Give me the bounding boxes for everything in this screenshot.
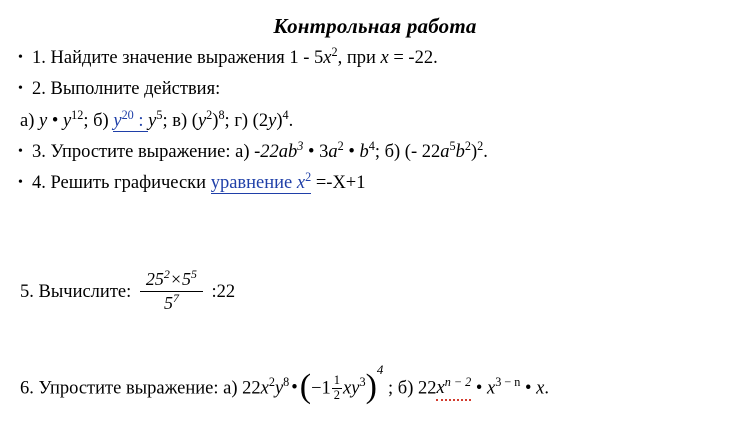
task-2b-end: ;	[162, 110, 173, 131]
task-3-b2-exponent: 2	[464, 138, 471, 153]
task-3-dot-1: • 3	[303, 141, 329, 162]
task-2b-colon: :	[133, 110, 149, 131]
task-2c-exponent-outer: 8	[218, 107, 225, 122]
task-1-text-b: , при	[337, 48, 381, 68]
task-2-subitems	[18, 108, 732, 134]
task-6-x3-exponent: 3 − n	[495, 375, 521, 390]
task-3-close: )	[470, 141, 478, 162]
task-2c-y: y	[197, 110, 207, 131]
task-3-b2: b	[455, 141, 465, 162]
task-2b-y: y	[113, 110, 122, 131]
task-6-x1-exponent: 2	[268, 375, 275, 390]
task-4-text-b: =-X+1	[311, 173, 366, 194]
task-5-numerator	[140, 269, 203, 292]
task-2-text: 2. Выполните действия:	[32, 79, 221, 100]
task-1	[18, 45, 732, 71]
task-2c-end: ;	[224, 110, 235, 131]
task-3-expr-a: -22ab	[254, 141, 298, 162]
task-2c-label: в) (	[172, 110, 198, 131]
task-6-period: .	[544, 378, 549, 399]
bullet-icon	[18, 79, 32, 99]
task-5-times-sign: ×	[169, 269, 182, 289]
task-3-text-a: 3. Упростите выражение: а)	[32, 141, 255, 162]
task-3-a2-exponent: 2	[337, 138, 344, 153]
task-1-exponent: 2	[331, 44, 338, 59]
task-3-end: .	[483, 141, 488, 162]
task-6-x1: x	[260, 378, 269, 399]
task-3-a5-exponent: 5	[449, 138, 456, 153]
task-3-mid: ; б) (- 22	[374, 141, 441, 162]
task-6-y1-exponent: 8	[283, 375, 290, 390]
task-5-num-exponent-1: 2	[163, 267, 170, 281]
task-1-text-c: = -22.	[388, 48, 438, 68]
bullet-icon	[18, 48, 32, 68]
task-6-y1: y	[274, 378, 284, 399]
task-2b-y2: y	[148, 110, 157, 131]
task-5-den-base: 5	[163, 293, 173, 313]
task-4	[18, 170, 732, 196]
bullet-icon	[18, 173, 32, 193]
task-4-underlined-label: уравнение	[210, 173, 297, 194]
task-2c-exponent: 2	[206, 107, 213, 122]
task-6-paren-exponent: 4	[376, 362, 384, 377]
task-6-inner-frac-num: 1	[333, 373, 341, 388]
task-2b-exponent-2: 5	[156, 107, 163, 122]
task-2d-end: .	[288, 110, 294, 131]
task-6-paren-close: )	[365, 368, 377, 405]
page-title: Контрольная работа	[273, 14, 477, 38]
task-2a-exponent: 12	[71, 107, 84, 122]
task-6-paren-open: (	[299, 368, 312, 405]
task-4-exponent: 2	[305, 169, 312, 184]
task-6-inner-minus: −1	[311, 378, 331, 399]
task-3-a5: a	[440, 141, 450, 162]
task-5-fraction	[140, 269, 203, 314]
task-3-dot-2: •	[343, 141, 360, 162]
task-5-num-base-1: 25	[145, 269, 164, 289]
task-5	[20, 267, 236, 315]
task-2a-end: ;	[83, 110, 94, 131]
task-6-x3: x	[486, 378, 496, 399]
task-5-denominator	[140, 292, 203, 314]
task-6-dot-2: •	[471, 378, 487, 399]
task-3-expr-a-exponent: 3	[297, 138, 304, 153]
task-4-text-a: 4. Решить графически	[32, 173, 211, 194]
task-6-dot: •	[291, 378, 298, 399]
task-1-var-x: x	[323, 48, 332, 68]
task-6	[20, 362, 549, 408]
task-3	[18, 139, 732, 165]
bullet-icon	[18, 142, 32, 162]
task-2	[18, 76, 732, 102]
task-6-x-last: x	[536, 378, 545, 399]
task-2b-label: б)	[93, 110, 114, 131]
task-4-underlined-word	[210, 169, 312, 194]
task-6-semi: ; б) 22	[383, 378, 437, 399]
task-2a-y1: y	[39, 110, 48, 131]
task-3-close-exponent: 2	[477, 138, 484, 153]
task-2d-exponent: 4	[282, 107, 289, 122]
task-2d-label: г) (2	[234, 110, 269, 131]
task-6-label: 6. Упростите выражение: а) 22	[20, 378, 261, 399]
task-3-a2: a	[328, 141, 338, 162]
task-2a-y2: y	[62, 110, 72, 131]
task-6-x-n: x	[436, 378, 445, 399]
task-2b-underlined-expression	[113, 107, 149, 132]
task-2a-dot: •	[47, 110, 63, 131]
task-2b-exponent: 20	[121, 107, 134, 122]
task-5-den-exponent: 7	[172, 291, 179, 305]
task-6-dot-3: •	[520, 378, 537, 399]
task-3-b4: b	[359, 141, 369, 162]
task-1-var-x2: x	[380, 48, 389, 68]
task-1-text-a: 1. Найдите значение выражения 1 - 5	[32, 48, 324, 68]
task-5-num-base-2: 5	[181, 269, 191, 289]
task-2d-y: y	[268, 110, 277, 131]
task-6-inner-frac-den: 2	[333, 387, 341, 402]
task-6-inner-exponent: 3	[359, 375, 366, 390]
task-4-var-x: x	[296, 173, 306, 194]
task-6-x-n-term	[436, 375, 472, 401]
task-3-b4-exponent: 4	[368, 138, 375, 153]
task-6-inner-xy: xy	[343, 378, 360, 399]
task-6-x-n-exponent: n − 2	[444, 375, 472, 390]
task-2a-label: а)	[20, 110, 39, 131]
task-5-tail: :22	[211, 282, 236, 302]
task-2c-close: )	[212, 110, 219, 131]
task-5-label: 5. Вычислите:	[20, 282, 132, 302]
task-2d-close: )	[276, 110, 283, 131]
task-5-num-exponent-2: 5	[190, 267, 197, 281]
task-6-inner-fraction	[332, 374, 342, 401]
